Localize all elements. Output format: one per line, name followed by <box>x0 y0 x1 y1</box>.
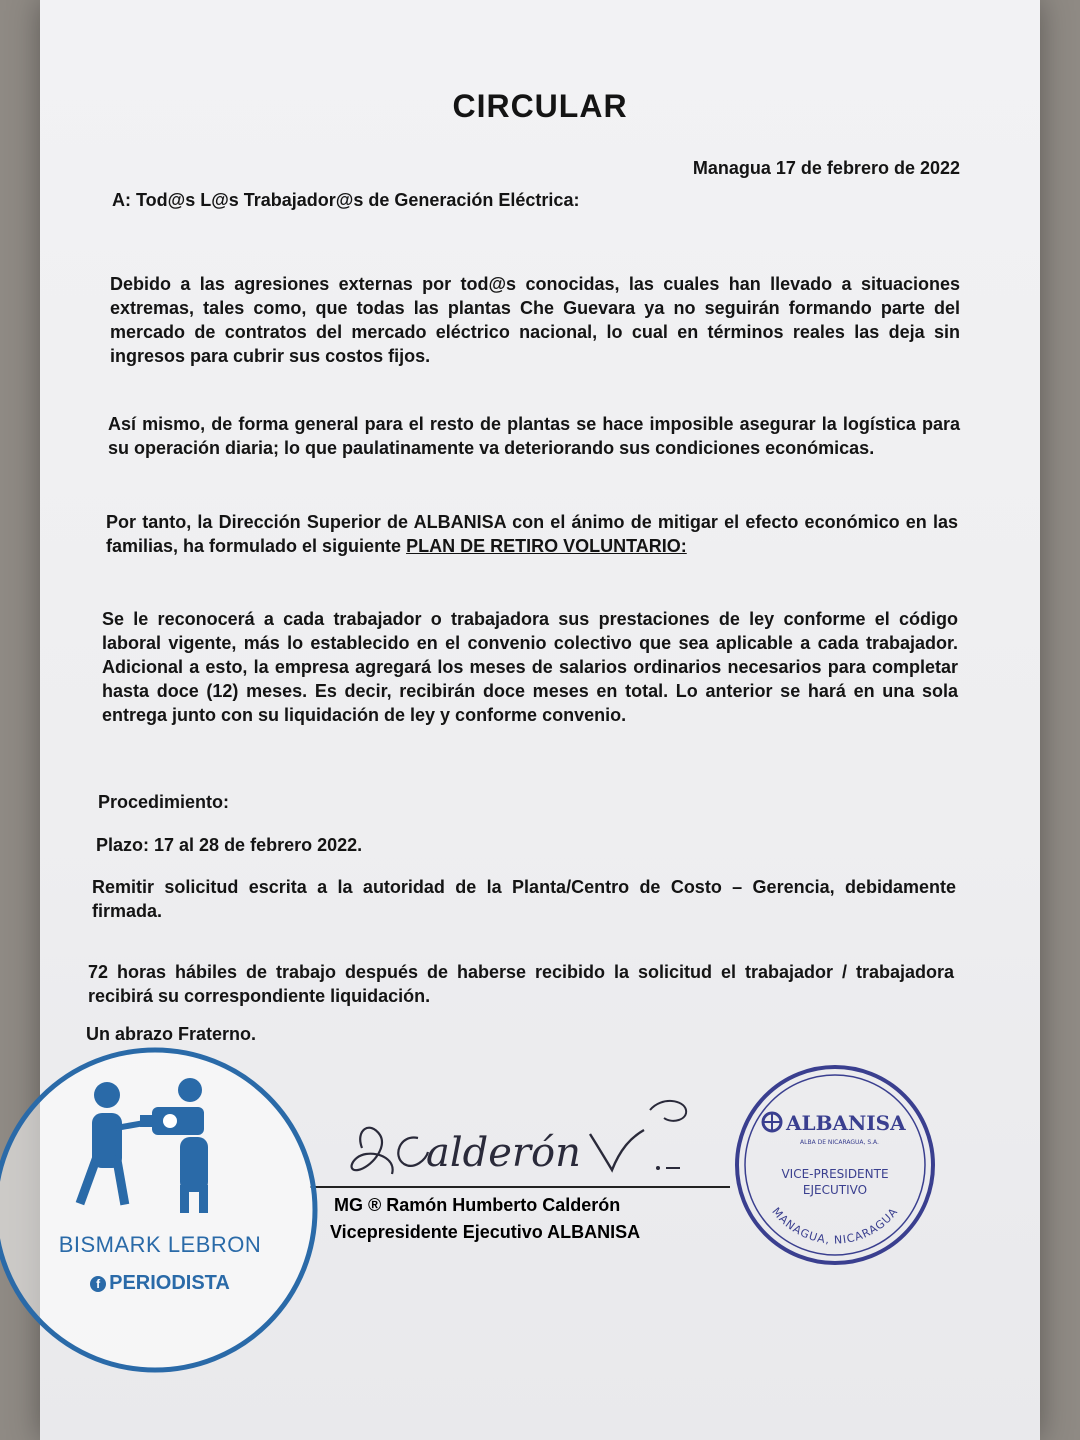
paragraph-benefits: Se le reconocerá a cada trabajador o trabajadora sus prestaciones de ley conforme el código laboral vigente, más lo establecido en el convenio colectivo que sea aplicable a cada trabajador. Adicional a esto, la empresa agregará los meses de salarios ordinarios necesarios para completar hasta doce (12) meses. Es decir, recibirán doce meses en total. Lo anterior se hará en una sola entrega junto con su liquidación de ley y conforme convenio. <box>102 609 958 725</box>
svg-text:alderón: alderón <box>426 1130 581 1176</box>
journalist-watermark <box>0 1035 330 1385</box>
signer-title: Vicepresidente Ejecutivo ALBANISA <box>330 1222 641 1242</box>
albanisa-logo-icon <box>763 1113 781 1131</box>
svg-text:ALBANISA: ALBANISA <box>786 1111 906 1135</box>
procedure-heading: Procedimiento: <box>98 792 230 812</box>
instruction-submit: Remitir solicitud escrita a la autoridad de la Planta/Centro de Costo – Gerencia, debidamente firmada. <box>92 877 956 921</box>
svg-text:VICE-PRESIDENTE: VICE-PRESIDENTE <box>781 1167 889 1181</box>
svg-text:EJECUTIVO: EJECUTIVO <box>802 1183 868 1197</box>
paragraph-plan-intro <box>106 510 958 558</box>
plan-intro-text: Por tanto, la Dirección Superior de ALBANISA con el ánimo de mitigar el efecto económico en las familias, ha formulado el siguiente <box>106 512 958 556</box>
signature-line <box>310 1186 730 1188</box>
albanisa-stamp <box>730 1060 940 1270</box>
closing-line: Un abrazo Fraterno. <box>86 1024 257 1044</box>
watermark-role <box>70 1272 250 1295</box>
document-date: Managua 17 de febrero de 2022 <box>692 158 960 178</box>
svg-text:ALBA DE NICARAGUA, S.A.: ALBA DE NICARAGUA, S.A. <box>800 1139 879 1146</box>
paragraph-context: Debido a las agresiones externas por tod@s conocidas, las cuales han llevado a situaciones extremas, tales como, que todas las plantas Che Guevara ya no seguirán formando parte del mercado de contratos del mercado eléctrico nacional, lo cual en términos reales las deja sin ingresos para cubrir sus costos fijos. <box>110 274 960 366</box>
addressee-line: A: Tod@s L@s Trabajador@s de Generación Eléctrica: <box>112 190 580 210</box>
instruction-payment: 72 horas hábiles de trabajo después de haberse recibido la solicitud el trabajador / trabajadora recibirá su correspondiente liquidación. <box>88 962 954 1006</box>
paragraph-logistics: Así mismo, de forma general para el resto de plantas se hace imposible asegurar la logística para su operación diaria; lo que paulatinamente va deteriorando sus condiciones económicas. <box>108 414 960 458</box>
plan-title-underlined: PLAN DE RETIRO VOLUNTARIO: <box>406 536 687 556</box>
watermark-name: BISMARK LEBRON <box>58 1232 262 1257</box>
document-title: CIRCULAR <box>452 88 628 124</box>
watermark-role-text: PERIODISTA <box>109 1272 230 1294</box>
facebook-icon: f <box>90 1276 106 1292</box>
deadline-line: Plazo: 17 al 28 de febrero 2022. <box>96 835 363 855</box>
svg-text:MANAGUA, NICARAGUA: MANAGUA, NICARAGUA <box>769 1205 901 1247</box>
signer-name: MG ® Ramón Humberto Calderón <box>334 1195 621 1215</box>
handwritten-signature <box>300 1090 740 1200</box>
